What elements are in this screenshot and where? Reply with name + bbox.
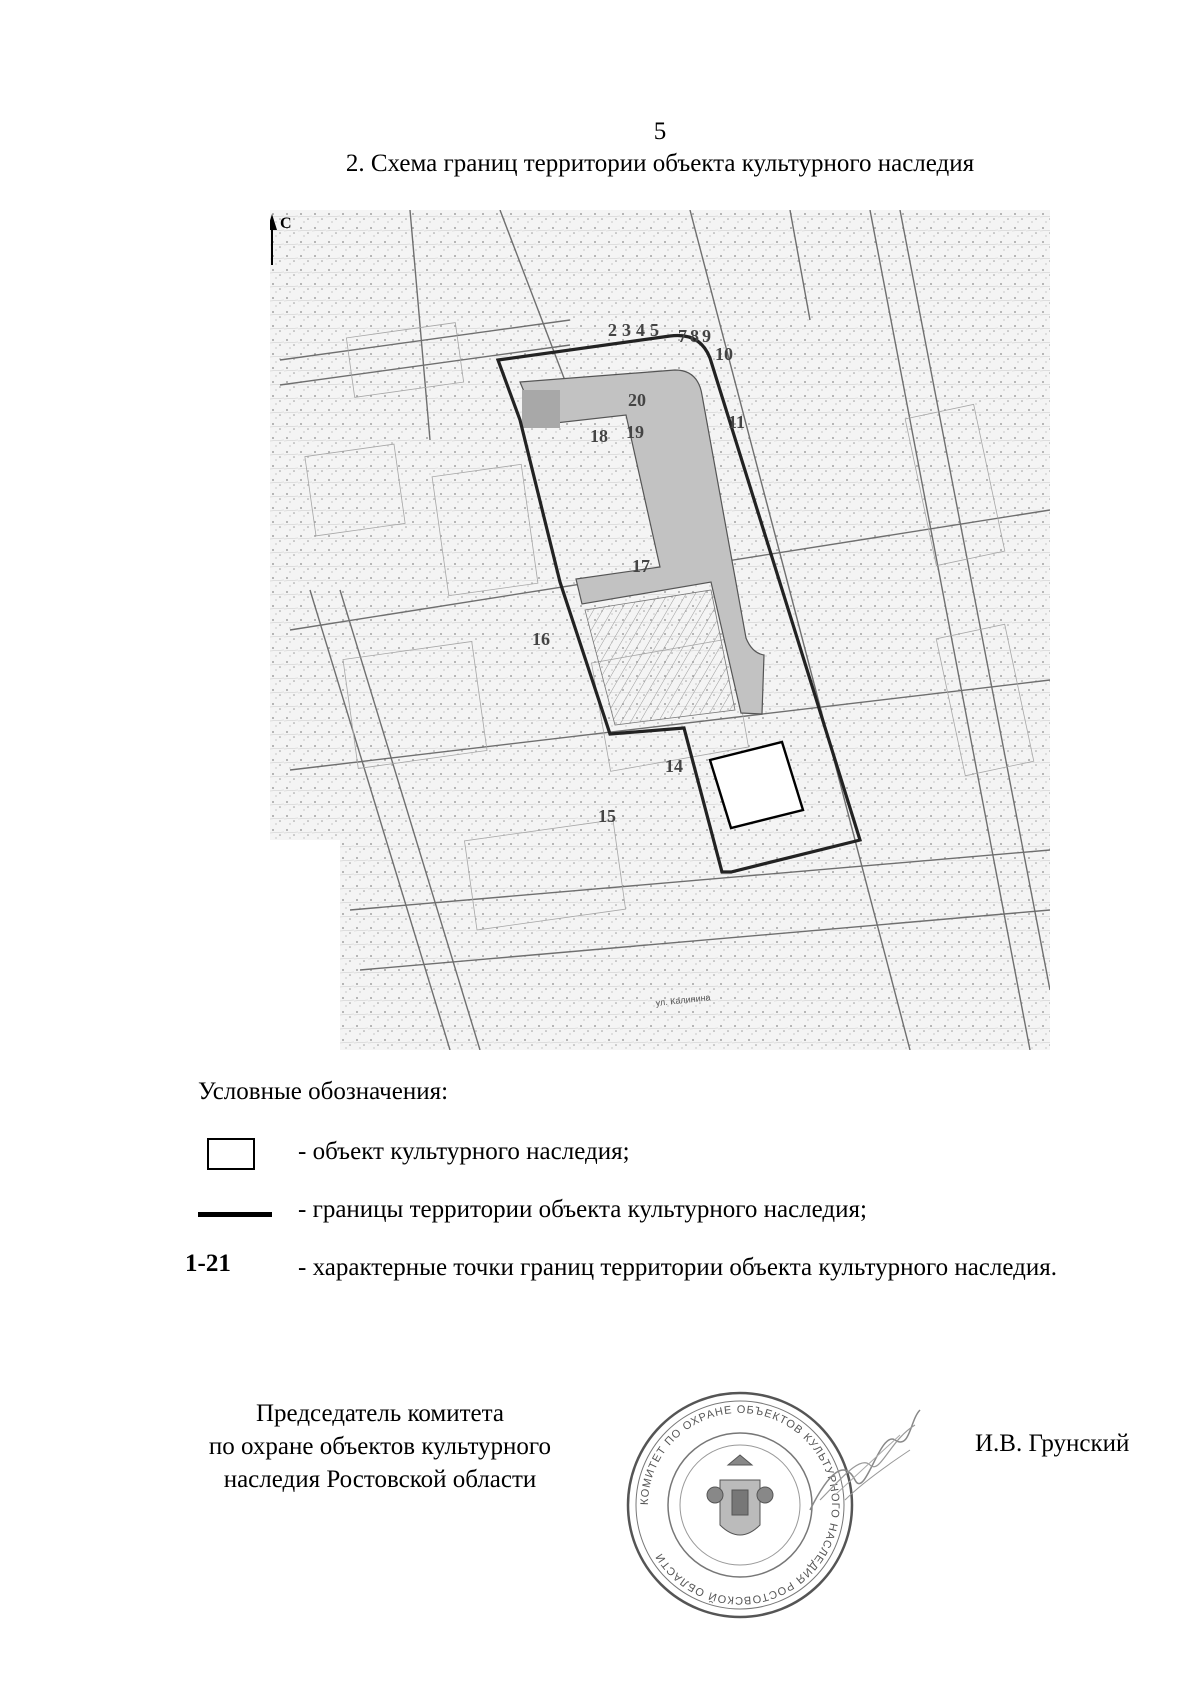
page-number: 5 [653,118,667,145]
point-label: 4 [636,320,645,340]
legend-object-symbol [207,1138,255,1170]
stamp-text: КОМИТЕТ ПО ОХРАНЕ ОБЪЕКТОВ КУЛЬТУРНОГО НАСЛЕДИЯ РОСТОВСКОЙ ОБЛАСТИ [638,1403,842,1607]
point-label: 9 [702,326,711,346]
legend-points-code: 1-21 [185,1250,231,1277]
boundary-map [270,210,1050,1050]
point-label: 8 [690,326,699,346]
signatory-name: И.В. Грунский [975,1430,1130,1457]
legend-boundary-symbol [198,1212,272,1217]
point-label: 3 [622,320,631,340]
legend-object-text: - объект культурного наследия; [298,1138,630,1165]
point-label: 16 [532,629,550,649]
street-label: ул. Калинина [655,992,711,1008]
hatched-building-corner [522,390,560,428]
point-label: 14 [665,756,683,776]
legend-boundary-text: - границы территории объекта культурного наследия; [298,1196,867,1223]
legend-points-text: - характерные точки границ территории объекта культурного наследия. [298,1254,1057,1281]
signatory-title-line: Председатель комитета [256,1400,504,1427]
signatory-title [170,1397,590,1496]
point-label: 17 [632,556,650,576]
point-label: 10 [715,344,733,364]
signatory-title-line: по охране объектов культурного [208,1433,552,1460]
coat-of-arms-icon [707,1455,773,1535]
point-label: 18 [590,426,608,446]
point-label: 11 [728,412,746,432]
north-label: С [280,215,292,232]
point-label: 20 [628,390,646,410]
point-label: 19 [626,422,644,442]
map-background-lower [340,840,1050,1050]
point-label: 7 [678,326,687,346]
scheme-title: 2. Схема границ территории объекта культурного наследия [345,150,975,177]
signatory-title-line: наследия Ростовской области [223,1466,537,1493]
legend-heading: Условные обозначения: [198,1078,449,1105]
handwritten-signature [800,1400,930,1530]
point-label: 5 [650,320,659,340]
point-label: 15 [598,806,616,826]
point-label: 2 [608,320,617,340]
